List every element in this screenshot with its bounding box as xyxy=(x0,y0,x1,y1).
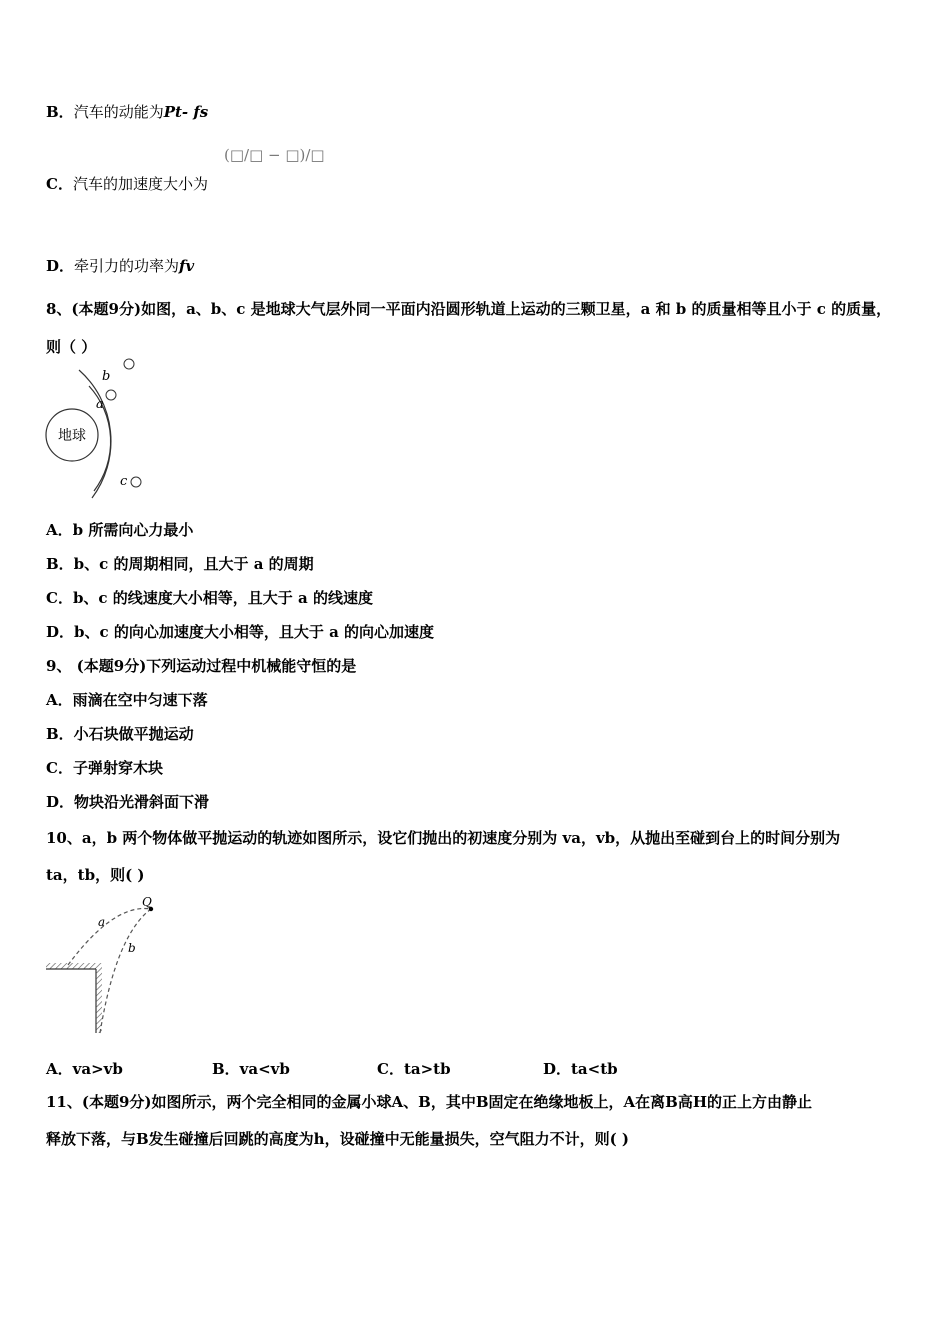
q10-option-c: C．ta>tb xyxy=(377,1060,451,1078)
label-a: a xyxy=(96,397,104,412)
satellite-c xyxy=(131,477,141,487)
q10-stem: 10、a，b 两个物体做平抛运动的轨迹如图所示，设它们抛出的初速度分别为 va，vb，从抛出至碰到台上的时间分别为 xyxy=(46,829,841,847)
q8-option-c: C．b、c 的线速度大小相等，且大于 a 的线速度 xyxy=(46,589,373,607)
q10-option-a: A．va>vb xyxy=(46,1060,123,1078)
q10-trajectory-figure xyxy=(44,895,174,1035)
label-b: b xyxy=(128,941,136,955)
q7-option-d-expr: fv xyxy=(179,257,195,275)
q7-option-c-text: 汽车的加速度大小为 xyxy=(72,175,208,193)
q9-stem: 9、 (本题9分)下列运动过程中机械能守恒的是 xyxy=(46,657,357,675)
q7-option-d-letter: D． xyxy=(46,257,75,275)
trajectory-b xyxy=(100,909,151,1033)
q7-option-c-formula: (□/□ − □)/□ xyxy=(224,146,325,164)
q7-option-b-text: 汽车的动能为 xyxy=(73,103,164,121)
q9-option-b: B．小石块做平抛运动 xyxy=(46,725,194,743)
q7-option-b xyxy=(46,102,208,122)
q7-option-b-letter: B． xyxy=(46,103,74,121)
q10-option-b: B．va<vb xyxy=(212,1060,290,1078)
q8-option-a: A．b 所需向心力最小 xyxy=(46,521,194,539)
q7-option-d xyxy=(46,256,194,276)
q10-stem-line2: ta，tb，则( ) xyxy=(46,866,145,884)
label-q: Q xyxy=(142,895,152,909)
q9-option-c: C．子弹射穿木块 xyxy=(46,759,163,777)
q7-option-d-text: 牵引力的功率为 xyxy=(74,257,180,275)
q11-stem-line1: 11、(本题9分)如图所示，两个完全相同的金属小球A、B，其中B固定在绝缘地板上，A在离B高H的正上方由静止 xyxy=(46,1093,812,1111)
q9-option-a: A．雨滴在空中匀速下落 xyxy=(46,691,208,709)
label-c: c xyxy=(120,474,128,489)
q8-orbit-figure xyxy=(44,358,174,503)
q8-stem: 8、(本题9分)如图，a、b、c 是地球大气层外同一平面内沿圆形轨道上运动的三颗卫星，a 和 b 的质量相等且小于 c 的质量，则（ ） xyxy=(46,300,892,356)
earth-label: 地球 xyxy=(58,428,86,444)
q9-option-d: D．物块沿光滑斜面下滑 xyxy=(46,793,210,811)
q8-option-b: B．b、c 的周期相同，且大于 a 的周期 xyxy=(46,555,314,573)
label-b: b xyxy=(102,369,111,384)
q8-option-d: D．b、c 的向心加速度大小相等，且大于 a 的向心加速度 xyxy=(46,623,435,641)
label-a: a xyxy=(98,915,106,929)
q7-option-c-letter: C． xyxy=(46,175,73,193)
q7-option-c xyxy=(46,174,208,194)
q11-stem-line2: 释放下落，与B发生碰撞后回跳的高度为h，设碰撞中无能量损失，空气阻力不计，则( ) xyxy=(46,1130,630,1148)
satellite-a xyxy=(106,390,116,400)
satellite-b xyxy=(124,359,134,369)
trajectory-a xyxy=(68,908,151,965)
q7-option-b-expr: Pt- fs xyxy=(163,103,209,121)
table-top-hatch xyxy=(46,963,102,969)
q10-option-d: D．ta<tb xyxy=(543,1060,618,1078)
